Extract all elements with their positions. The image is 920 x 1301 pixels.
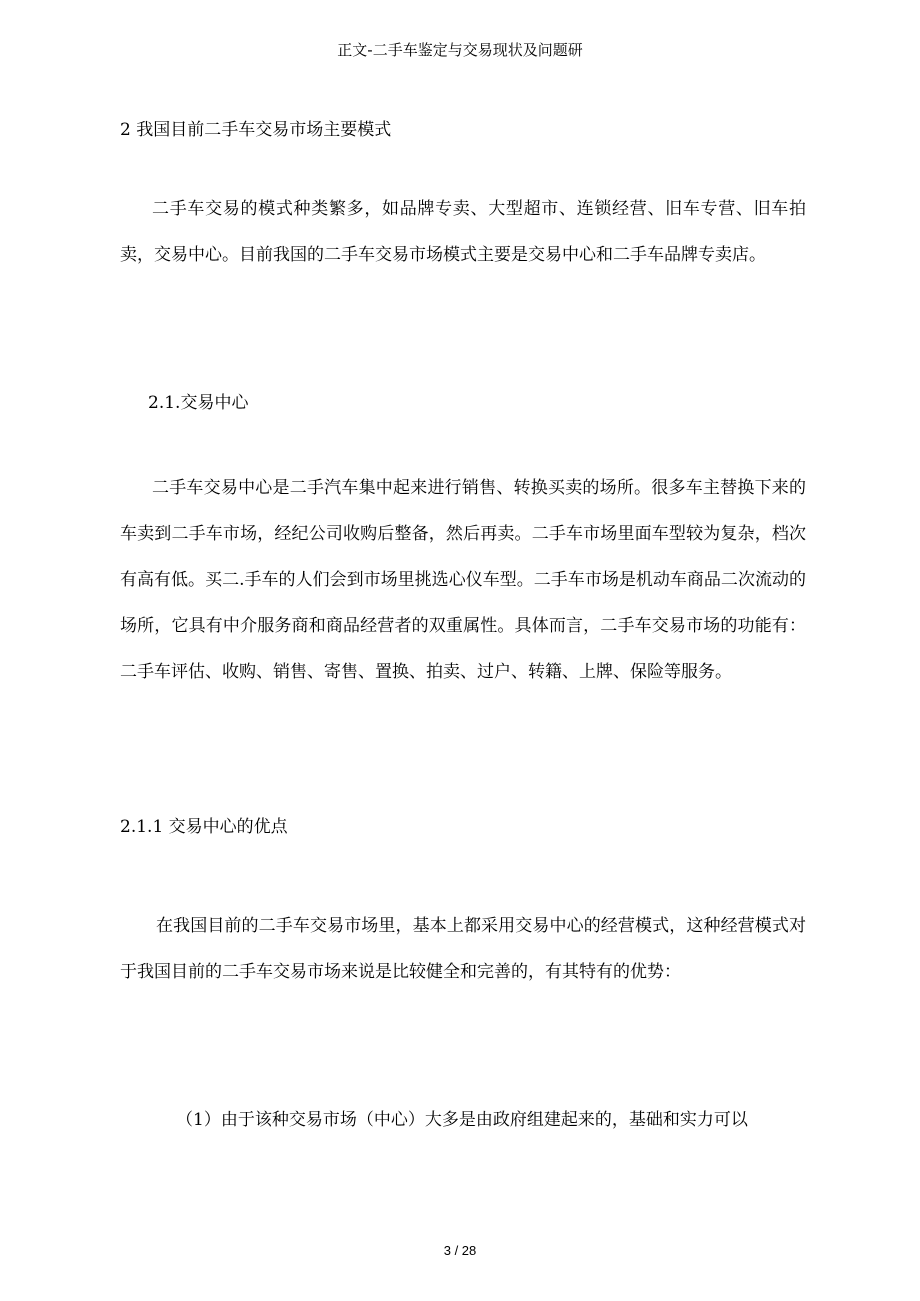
section-2-1-1-heading: 2.1.1 交易中心的优点 — [120, 817, 288, 837]
section-2-1-1-paragraph: 在我国目前的二手车交易市场里，基本上都采用交易中心的经营模式，这种经营模式对于我国目前的二手车交易市场来说是比较健全和完善的，有其特有的优势： — [120, 916, 806, 982]
section-2-heading: 2 我国目前二手车交易市场主要模式 — [120, 120, 392, 140]
section-2-1-paragraph: 二手车交易中心是二手汽车集中起来进行销售、转换买卖的场所。很多车主替换下来的车卖到二手车市场，经纪公司收购后整备，然后再卖。二手车市场里面车型较为复杂，档次有高有低。买二.手车的人们会到市场里挑选心仪车型。二手车市场是机动车商品二次流动的场所，它具有中介服务商和商品经营者的双重属性。具体而言，二手车交易市场的功能有：二手车评估、收购、销售、寄售、置换、拍卖、过户、转籍、上牌、保险等服务。 — [120, 478, 806, 682]
section-2-1-heading: 2.1.交易中心 — [148, 393, 249, 413]
page-number: 3 / 28 — [443, 1243, 477, 1258]
running-header: 正文-二手车鉴定与交易现状及问题研 — [337, 41, 583, 59]
section-2-paragraph: 二手车交易的模式种类繁多，如品牌专卖、大型超市、连锁经营、旧车专营、旧车拍卖，交易中心。目前我国的二手车交易市场模式主要是交易中心和二手车品牌专卖店。 — [120, 199, 806, 265]
list-item-1: （1）由于该种交易市场（中心）大多是由政府组建起来的，基础和实力可以 — [176, 1110, 748, 1130]
